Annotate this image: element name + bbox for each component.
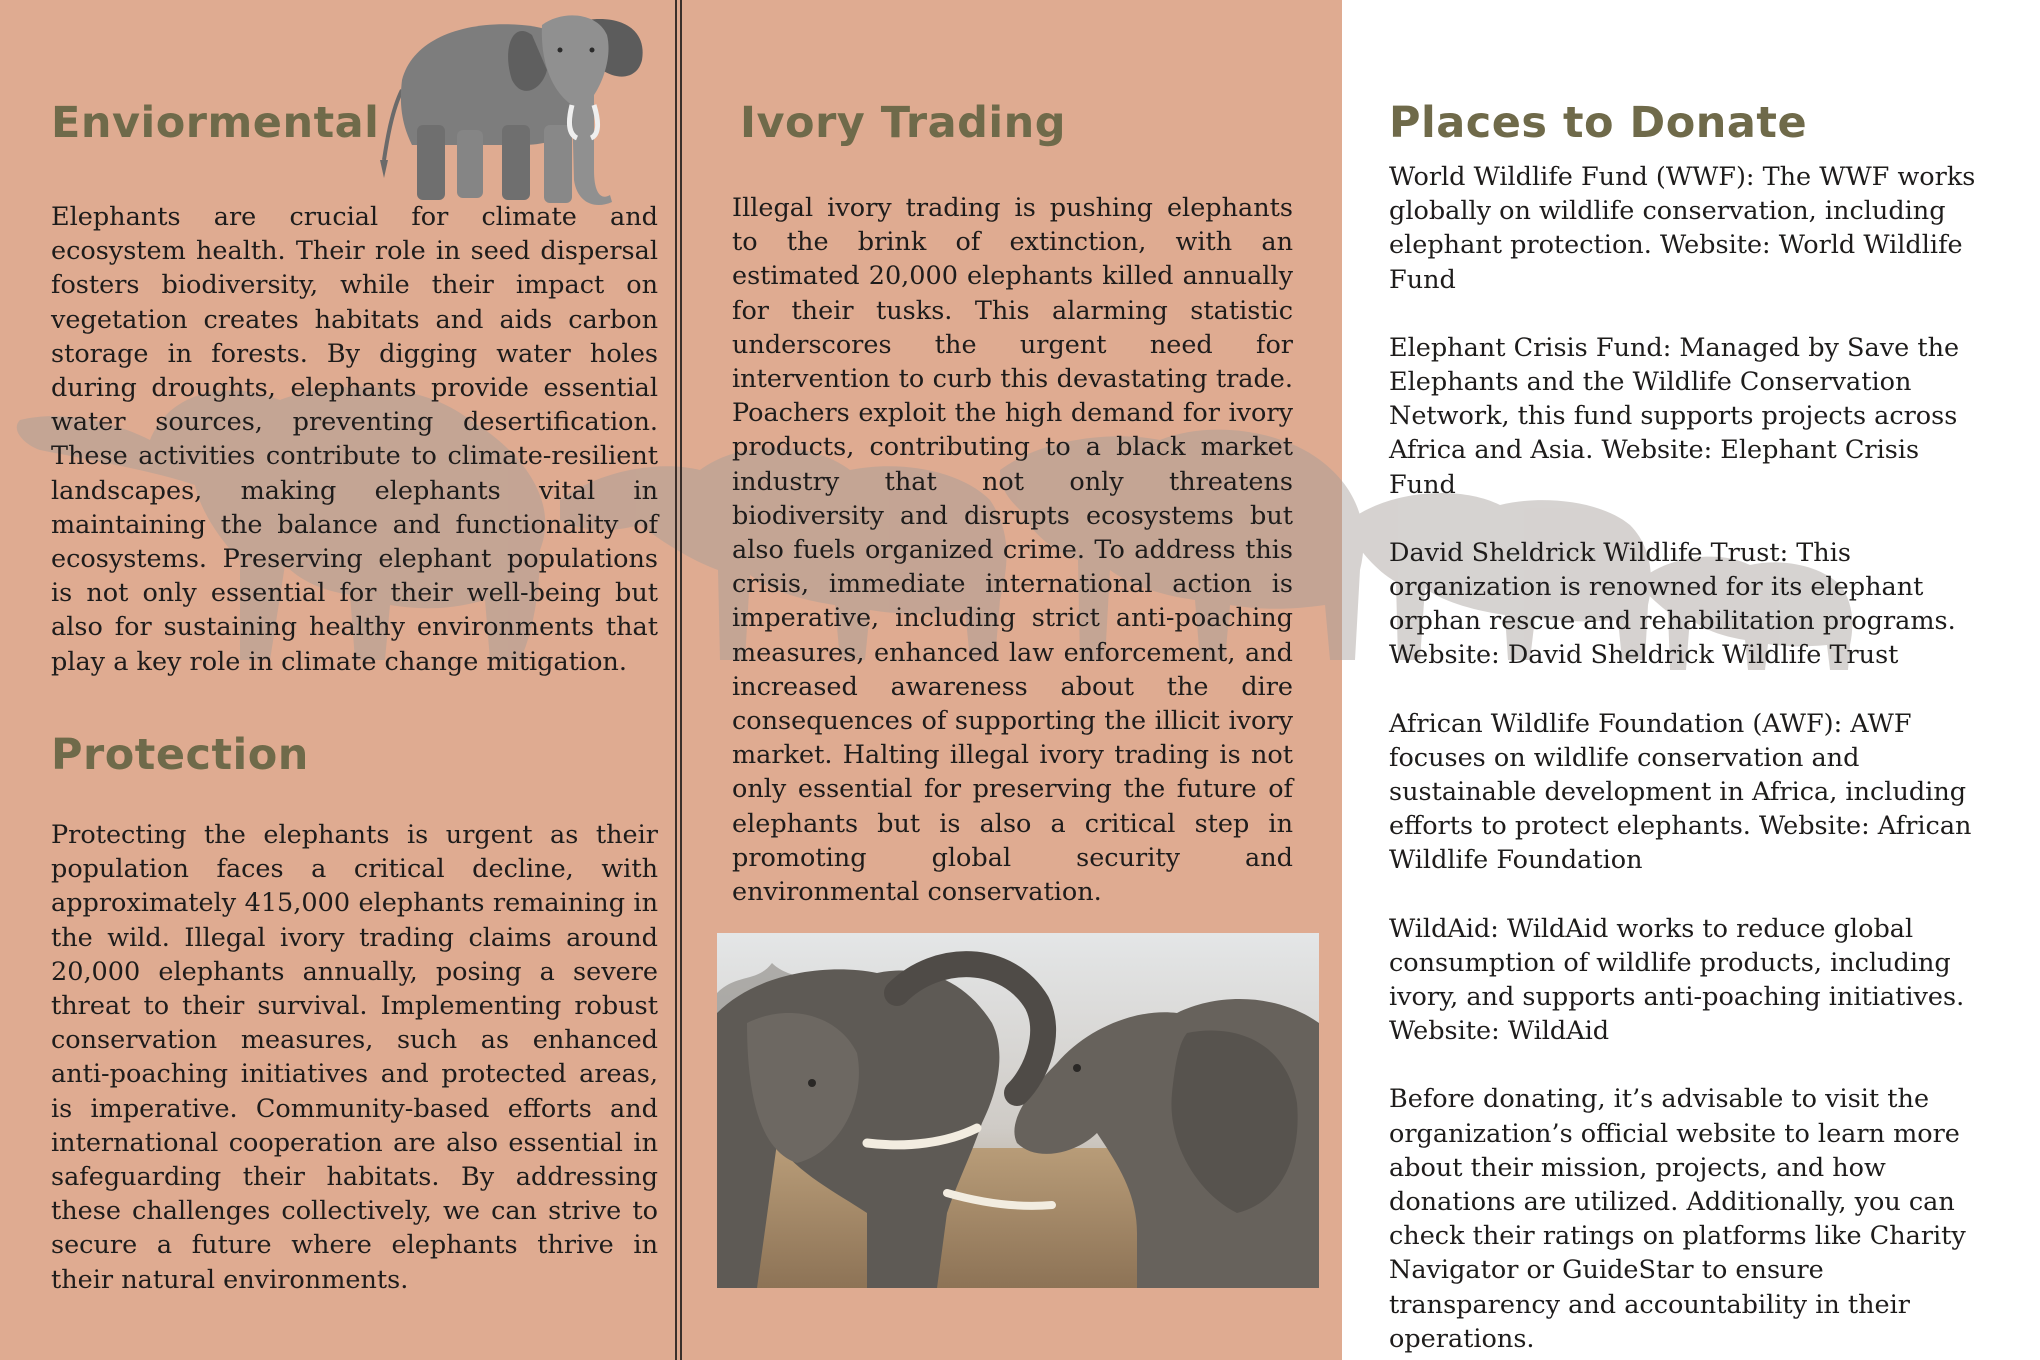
donate-entry-awf: African Wildlife Foundation (AWF): AWF focuses on wildlife conservation and sustainable development in Africa, including efforts to protect elephants. Website: African Wildlife Foundation [1389,708,1972,876]
donate-entry-sheldrick-trust: David Sheldrick Wildlife Trust: This organization is renowned for its elephant orphan rescue and rehabilitation programs. Website: David Sheldrick Wildlife Trust [1389,537,1956,671]
environmental-body: Elephants are crucial for climate and ecosystem health. Their role in seed dispersal fosters biodiversity, while their impact on vegetation creates habitats and aids carbon storage in forests. By digging water holes during droughts, elephants provide essential water sources, preventing desertification. These activities contribute to climate-resilient landscapes, making elephants vital in maintaining the balance and functionality of ecosystems. Preserving elephant populations is not only essential for their well-being but also for sustaining healthy environments that play a key role in climate change mitigation. [51,202,658,677]
elephant-leg-back-2 [457,130,483,198]
elephant-leg-front-1 [502,125,530,200]
elephant-illustration [372,10,648,210]
donate-entry-wwf: World Wildlife Fund (WWF): The WWF works globally on wildlife conservation, including elephant protection. Website: World Wildlife Fund [1389,162,1976,295]
donate-advice: Before donating, it’s advisable to visit the organization’s official website to learn more about their mission, projects, and how donations are utilized. Additionally, you can check their ratings on platforms like Charity Navigator or GuideStar to ensure transparency and accountability in their operations. [1389,1084,1966,1354]
elephant-eye-right [590,48,595,53]
protection-body: Protecting the elephants is urgent as their population faces a critical decline, with approximately 415,000 elephants remaining in the wild. Illegal ivory trading claims around 20,000 elephants annually, posing a severe threat to their survival. Implementing robust conservation measures, such as enhanced anti-poaching initiatives and protected areas, is imperative. Community-based efforts and international cooperation are also essential in safeguarding their habitats. By addressing these challenges collectively, we can strive to secure a future where elephants thrive in their natural environments. [51,820,658,1295]
environmental-heading: Enviormental [51,98,380,148]
elephants-photo-art [717,933,1319,1288]
donate-entry-elephant-crisis-fund: Elephant Crisis Fund: Managed by Save the Elephants and the Wildlife Conservation Network, this fund supports projects across Africa and Asia. Website: Elephant Crisis Fund [1389,332,1960,500]
places-to-donate-heading: Places to Donate [1389,98,1808,148]
column-divider [675,0,682,1360]
elephant-leg-back-1 [417,125,445,200]
elephant-eye-left [558,48,563,53]
protection-heading: Protection [51,730,309,780]
donate-entry-wildaid: WildAid: WildAid works to reduce global consumption of wildlife products, including ivory, and supports anti-poaching initiatives. Website: WildAid [1389,913,1965,1047]
ivory-trading-body: Illegal ivory trading is pushing elephants to the brink of extinction, with an estimated 20,000 elephants killed annually for their tusks. This alarming statistic underscores the urgent need for intervention to curb this devastating trade. Poachers exploit the high demand for ivory products, contributing to a black market industry that not only threatens biodiversity and disrupts ecosystems but also fuels organized crime. To address this crisis, immediate international action is imperative, including strict anti-poaching measures, enhanced law enforcement, and increased awareness about the dire consequences of supporting the illicit ivory market. Halting illegal ivory trading is not only essential for preserving the future of elephants but is also a critical step in promoting global security and environmental conservation. [732,193,1293,908]
elephants-photo [717,933,1319,1288]
elephant-leg-front-2 [544,125,572,203]
donate-list [1389,160,1994,1360]
elephant-tail [384,90,402,160]
ivory-trading-heading: Ivory Trading [740,98,1067,148]
